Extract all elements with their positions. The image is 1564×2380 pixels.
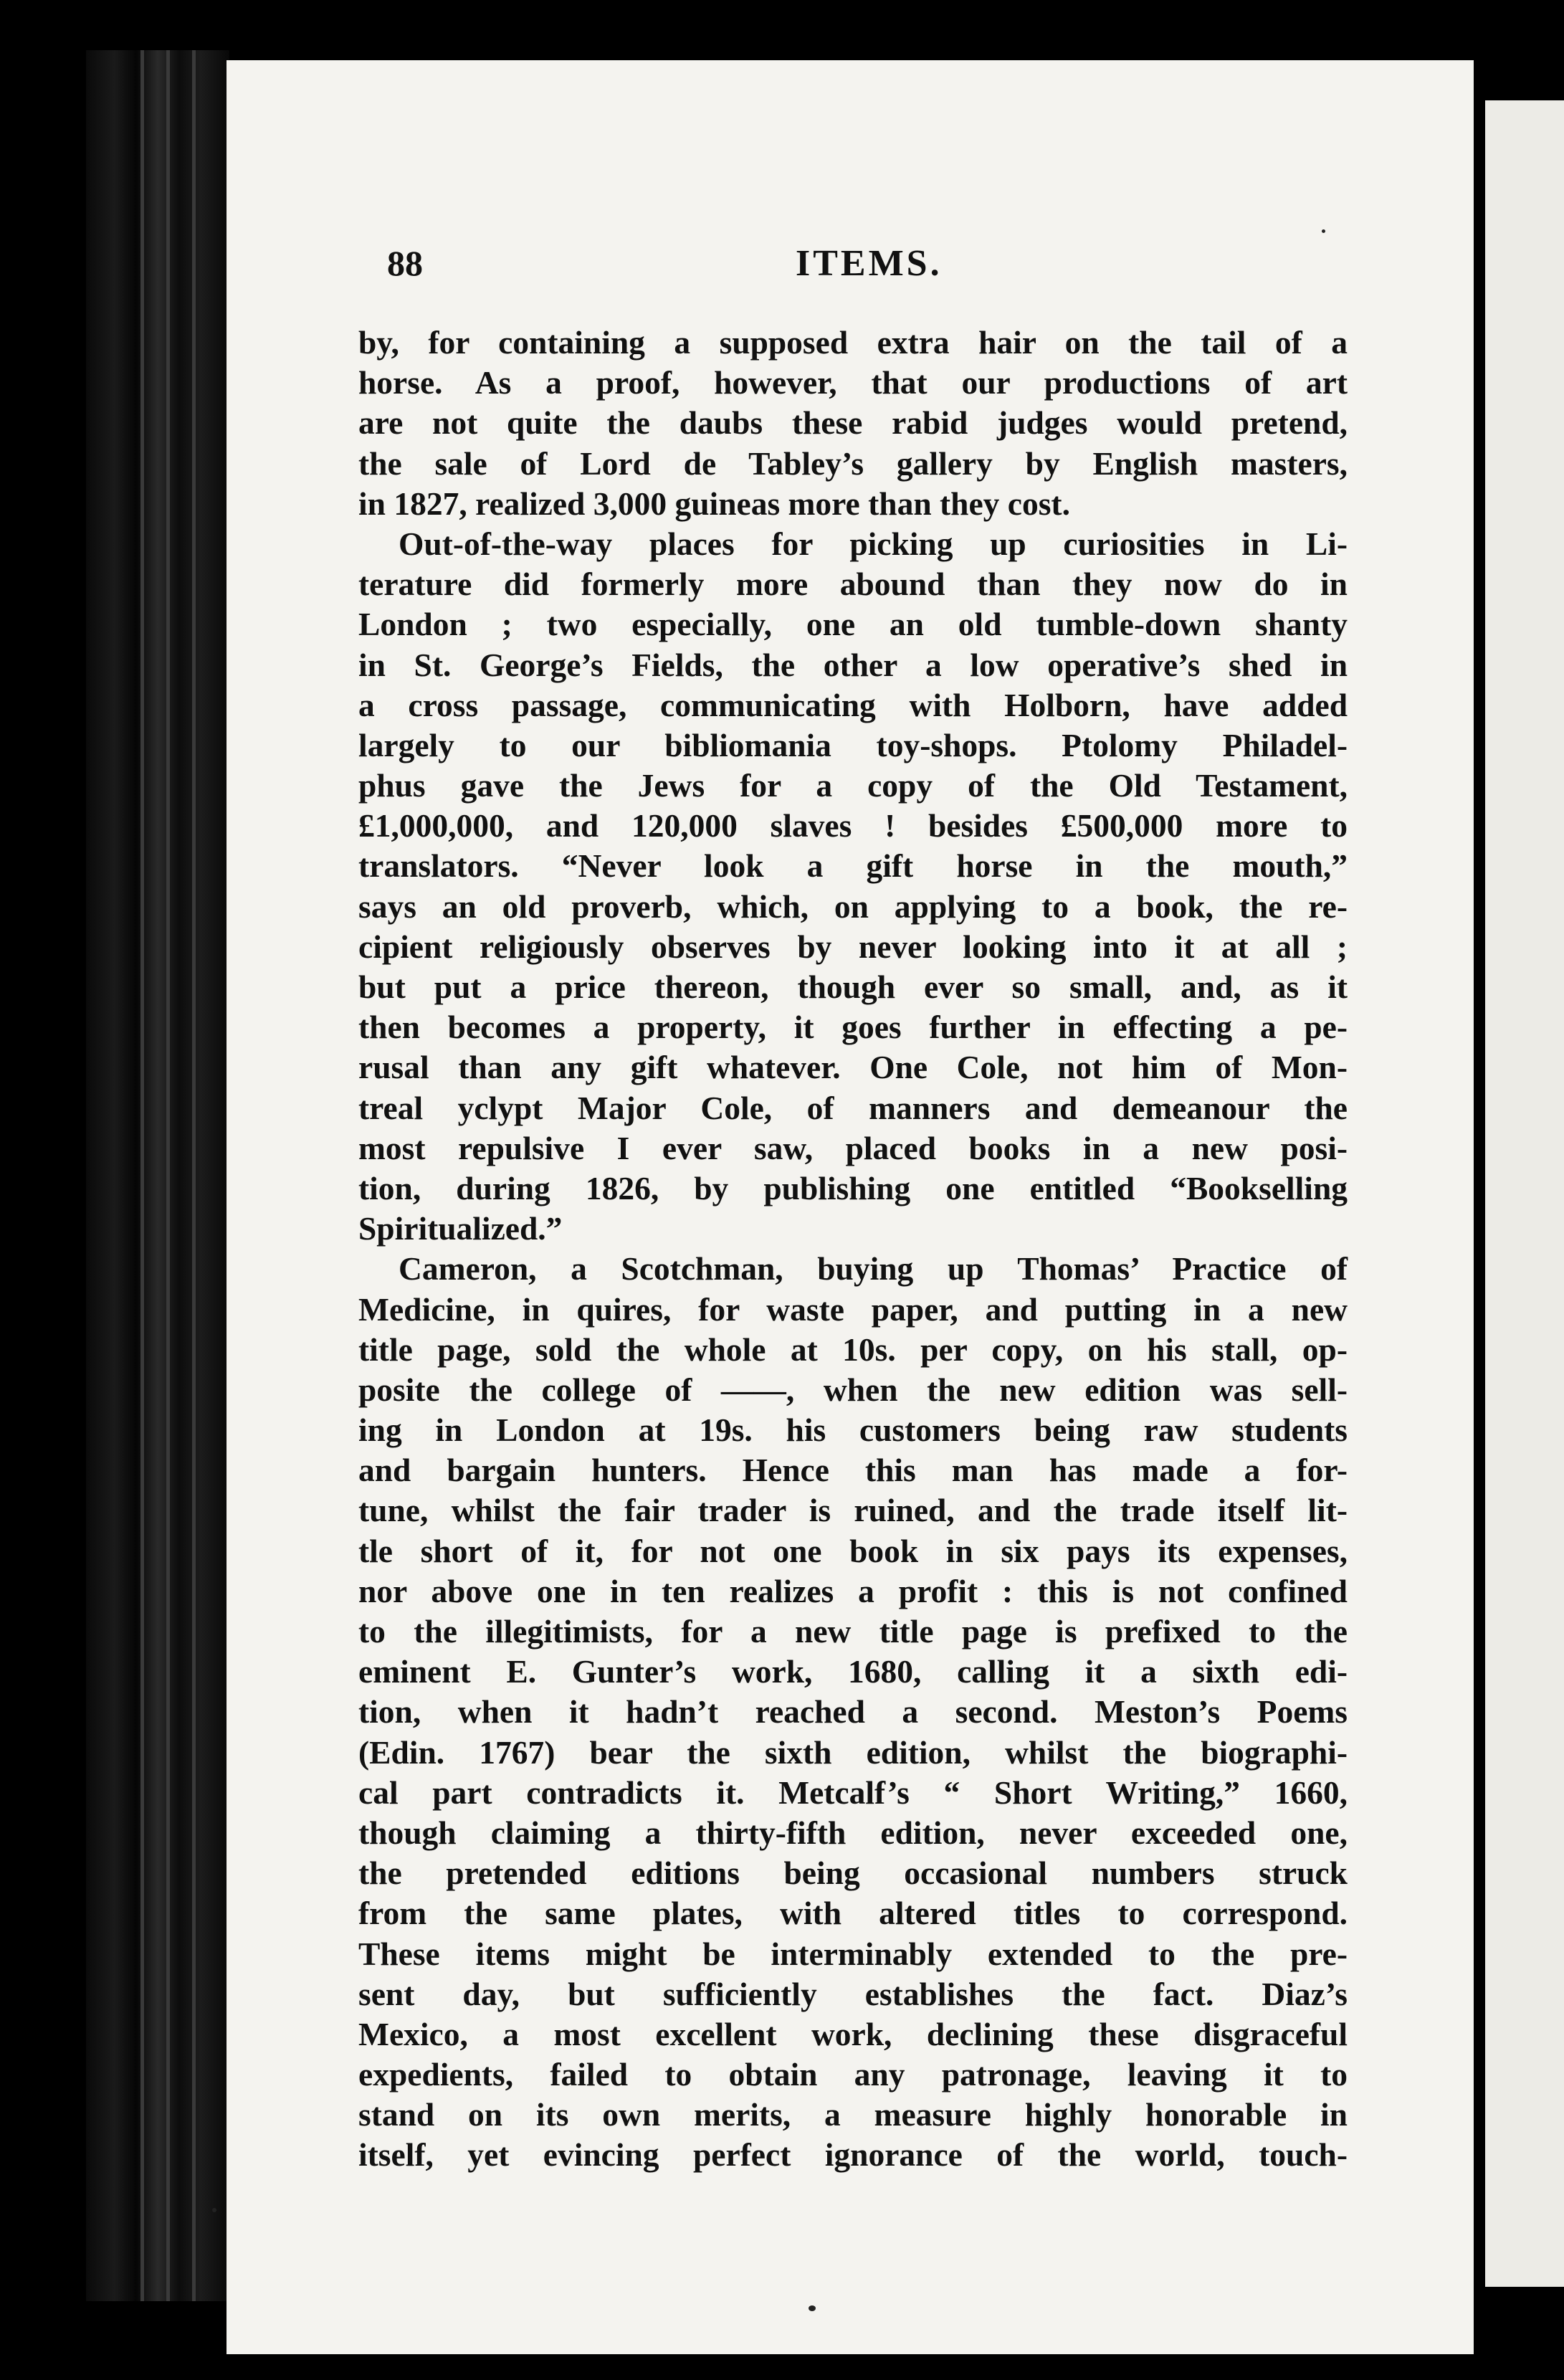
text-line: Medicine, in quires, for waste paper, and putting in a new xyxy=(358,1290,1348,1328)
text-line: horse. As a proof, however, that our productions of art xyxy=(358,364,1348,401)
text-line: Out-of-the-way places for picking up curiosities in Li- xyxy=(399,525,1348,562)
facing-page-edge xyxy=(1485,100,1564,2287)
running-head: ITEMS. xyxy=(796,243,943,284)
text-line: rusal than any gift whatever. One Cole, not him of Mon- xyxy=(358,1049,1348,1086)
text-line: sent day, but sufficiently establishes the fact. Diaz’s xyxy=(358,1975,1348,2012)
text-line: then becomes a property, it goes further in effecting a pe- xyxy=(358,1009,1348,1046)
text-line: the sale of Lord de Tabley’s gallery by English masters, xyxy=(358,444,1348,482)
page-header xyxy=(387,242,1369,300)
text-line: from the same plates, with altered titles to correspond. xyxy=(358,1895,1348,1932)
binding-edge xyxy=(140,50,144,2301)
text-line: by, for containing a supposed extra hair on the tail of a xyxy=(358,324,1348,361)
body-text xyxy=(358,323,1348,2174)
text-line: treal yclypt Major Cole, of manners and demeanour the xyxy=(358,1089,1348,1126)
text-line: eminent E. Gunter’s work, 1680, calling it a sixth edi- xyxy=(358,1653,1348,1690)
text-line: to the illegitimists, for a new title page is prefixed to the xyxy=(358,1613,1348,1650)
text-line: are not quite the daubs these rabid judges would pretend, xyxy=(358,404,1348,442)
text-line: says an old proverb, which, on applying to a book, the re- xyxy=(358,887,1348,925)
text-line: expedients, failed to obtain any patronage, leaving it to xyxy=(358,2056,1348,2093)
text-line: in St. George’s Fields, the other a low operative’s shed in xyxy=(358,646,1348,683)
text-line: Mexico, a most excellent work, declining these disgraceful xyxy=(358,2015,1348,2052)
binding-edge xyxy=(166,50,170,2301)
text-line: a cross passage, communicating with Holborn, have added xyxy=(358,686,1348,723)
scan-speck xyxy=(1322,229,1325,233)
binding-edge xyxy=(192,50,196,2301)
text-line: Cameron, a Scotchman, buying up Thomas’ Practice of xyxy=(399,1250,1348,1287)
text-line: translators. “Never look a gift horse in the mouth,” xyxy=(358,847,1348,885)
text-line: nor above one in ten realizes a profit : this is not confined xyxy=(358,1572,1348,1609)
text-line: £1,000,000, and 120,000 slaves ! besides £500,000 more to xyxy=(358,807,1348,844)
book-binding xyxy=(86,50,229,2301)
text-line: cipient religiously observes by never looking into it at all ; xyxy=(358,928,1348,965)
text-line: phus gave the Jews for a copy of the Old Testament, xyxy=(358,767,1348,804)
text-line: terature did formerly more abound than they now do in xyxy=(358,566,1348,603)
text-line: London ; two especially, one an old tumble-down shanty xyxy=(358,606,1348,643)
text-line: but put a price thereon, though ever so small, and, as it xyxy=(358,968,1348,1005)
text-line: tle short of it, for not one book in six pays its expenses, xyxy=(358,1532,1348,1569)
text-line: Spiritualized.” xyxy=(358,1210,563,1247)
text-line: These items might be interminably extended to the pre- xyxy=(358,1935,1348,1972)
text-line: tion, during 1826, by publishing one entitled “Bookselling xyxy=(358,1169,1348,1206)
text-line: the pretended editions being occasional numbers struck xyxy=(358,1855,1348,1892)
text-line: tune, whilst the fair trader is ruined, and the trade itself lit- xyxy=(358,1492,1348,1529)
text-line: ing in London at 19s. his customers being raw students xyxy=(358,1412,1348,1449)
text-line: largely to our bibliomania toy-shops. Ptolomy Philadel- xyxy=(358,726,1348,763)
text-line: though claiming a thirty-fifth edition, never exceeded one, xyxy=(358,1814,1348,1851)
text-line: stand on its own merits, a measure highly honorable in xyxy=(358,2096,1348,2133)
text-line: cal part contradicts it. Metcalf’s “ Short Writing,” 1660, xyxy=(358,1774,1348,1811)
scan-speck xyxy=(212,2208,216,2212)
text-line: posite the college of ——, when the new edition was sell- xyxy=(358,1371,1348,1408)
text-line: title page, sold the whole at 10s. per copy, on his stall, op- xyxy=(358,1331,1348,1368)
text-line: most repulsive I ever saw, placed books in a new posi- xyxy=(358,1129,1348,1166)
text-line: and bargain hunters. Hence this man has made a for- xyxy=(358,1452,1348,1489)
page-number: 88 xyxy=(387,243,423,283)
text-line: (Edin. 1767) bear the sixth edition, whilst the biographi- xyxy=(358,1733,1348,1771)
scan-speck xyxy=(809,2305,816,2311)
text-line: itself, yet evincing perfect ignorance of the world, touch- xyxy=(358,2136,1348,2174)
text-line: tion, when it hadn’t reached a second. Meston’s Poems xyxy=(358,1693,1348,1731)
text-line: in 1827, realized 3,000 guineas more than they cost. xyxy=(358,485,1070,522)
